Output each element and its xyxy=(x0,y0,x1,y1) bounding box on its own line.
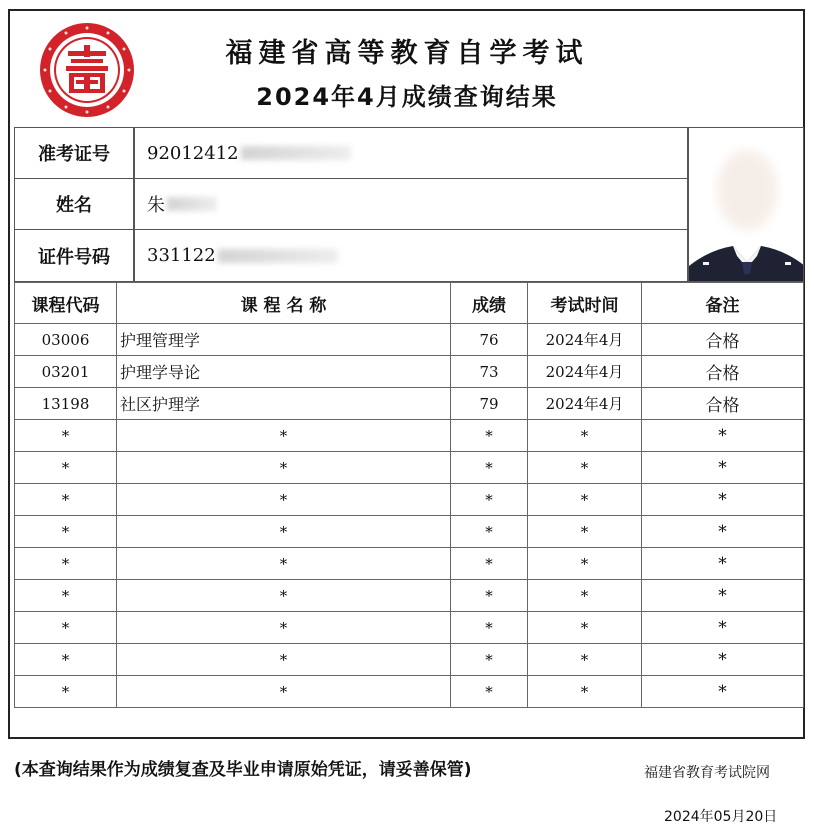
cell-code: * xyxy=(15,580,117,612)
redaction-blur xyxy=(167,197,217,211)
exam-no-text: 92012412 xyxy=(147,142,239,164)
cell-remark: * xyxy=(642,612,804,644)
table-row xyxy=(15,644,804,676)
col-header-score: 成绩 xyxy=(451,283,528,324)
cell-name: 社区护理学 xyxy=(117,388,451,420)
cell-remark: * xyxy=(642,580,804,612)
col-header-remark: 备注 xyxy=(642,283,804,324)
table-row xyxy=(15,420,804,452)
col-header-code: 课程代码 xyxy=(15,283,117,324)
col-header-name: 课 程 名 称 xyxy=(117,283,451,324)
cell-time: * xyxy=(528,612,642,644)
table-row xyxy=(15,484,804,516)
cell-time: * xyxy=(528,452,642,484)
cell-name: * xyxy=(117,580,451,612)
candidate-photo xyxy=(688,127,804,282)
col-header-time: 考试时间 xyxy=(528,283,642,324)
cell-score: * xyxy=(451,676,528,708)
cell-name: 护理学导论 xyxy=(117,356,451,388)
cell-score: * xyxy=(451,612,528,644)
cell-code: * xyxy=(15,484,117,516)
cell-time: 2024年4月 xyxy=(528,324,642,356)
cell-code: 03006 xyxy=(15,324,117,356)
cell-name: * xyxy=(117,676,451,708)
table-row xyxy=(15,388,804,420)
cell-time: * xyxy=(528,420,642,452)
id-label: 证件号码 xyxy=(14,229,134,282)
cell-remark: * xyxy=(642,644,804,676)
header xyxy=(10,11,803,128)
cell-remark: * xyxy=(642,516,804,548)
exam-no-label: 准考证号 xyxy=(14,127,134,179)
id-text: 331122 xyxy=(147,245,216,266)
cell-score: * xyxy=(451,644,528,676)
cell-name: * xyxy=(117,484,451,516)
table-row xyxy=(15,612,804,644)
cell-score: * xyxy=(451,580,528,612)
exam-no-value xyxy=(134,127,688,179)
footer-note: (本查询结果作为成绩复查及毕业申请原始凭证，请妥善保管) xyxy=(14,760,472,780)
id-value xyxy=(134,229,688,282)
cell-remark: * xyxy=(642,452,804,484)
redaction-blur xyxy=(218,249,338,263)
cell-name: * xyxy=(117,452,451,484)
page-subtitle: 2024年4月成绩查询结果 xyxy=(256,83,558,111)
cell-remark: 合格 xyxy=(642,356,804,388)
cell-name: 护理管理学 xyxy=(117,324,451,356)
cell-time: * xyxy=(528,644,642,676)
cell-score: 79 xyxy=(451,388,528,420)
cell-time: * xyxy=(528,484,642,516)
candidate-info xyxy=(14,127,803,282)
table-row xyxy=(15,548,804,580)
table-row xyxy=(15,452,804,484)
footer-date: 2024年05月20日 xyxy=(664,809,778,825)
cell-time: * xyxy=(528,548,642,580)
cell-code: * xyxy=(15,452,117,484)
name-value xyxy=(134,178,688,230)
cell-score: 73 xyxy=(451,356,528,388)
cell-code: * xyxy=(15,516,117,548)
cell-code: * xyxy=(15,548,117,580)
cell-code: * xyxy=(15,676,117,708)
table-row xyxy=(15,324,804,356)
cell-name: * xyxy=(117,516,451,548)
cell-score: * xyxy=(451,452,528,484)
cell-code: * xyxy=(15,612,117,644)
cell-remark: * xyxy=(642,420,804,452)
cell-name: * xyxy=(117,612,451,644)
page-title: 福建省高等教育自学考试 xyxy=(225,38,589,69)
result-frame xyxy=(8,9,805,739)
table-row xyxy=(15,356,804,388)
cell-score: * xyxy=(451,420,528,452)
grades-body xyxy=(15,324,804,708)
cell-remark: 合格 xyxy=(642,388,804,420)
cell-remark: * xyxy=(642,676,804,708)
cell-time: * xyxy=(528,580,642,612)
cell-code: 13198 xyxy=(15,388,117,420)
cell-name: * xyxy=(117,548,451,580)
cell-name: * xyxy=(117,420,451,452)
name-text: 朱 xyxy=(147,195,165,216)
cell-score: * xyxy=(451,484,528,516)
name-label: 姓名 xyxy=(14,178,134,230)
cell-score: 76 xyxy=(451,324,528,356)
cell-remark: * xyxy=(642,484,804,516)
cell-time: 2024年4月 xyxy=(528,388,642,420)
cell-time: * xyxy=(528,516,642,548)
cell-remark: * xyxy=(642,548,804,580)
exam-authority-seal-icon xyxy=(38,21,136,119)
cell-time: 2024年4月 xyxy=(528,356,642,388)
table-row xyxy=(15,516,804,548)
redaction-blur xyxy=(241,146,351,160)
cell-code: * xyxy=(15,644,117,676)
cell-score: * xyxy=(451,516,528,548)
cell-name: * xyxy=(117,644,451,676)
cell-code: 03201 xyxy=(15,356,117,388)
grades-table xyxy=(14,282,804,708)
cell-time: * xyxy=(528,676,642,708)
table-header-row xyxy=(15,283,804,324)
cell-code: * xyxy=(15,420,117,452)
cell-score: * xyxy=(451,548,528,580)
table-row xyxy=(15,676,804,708)
table-row xyxy=(15,580,804,612)
footer-org: 福建省教育考试院网 xyxy=(644,765,770,781)
cell-remark: 合格 xyxy=(642,324,804,356)
